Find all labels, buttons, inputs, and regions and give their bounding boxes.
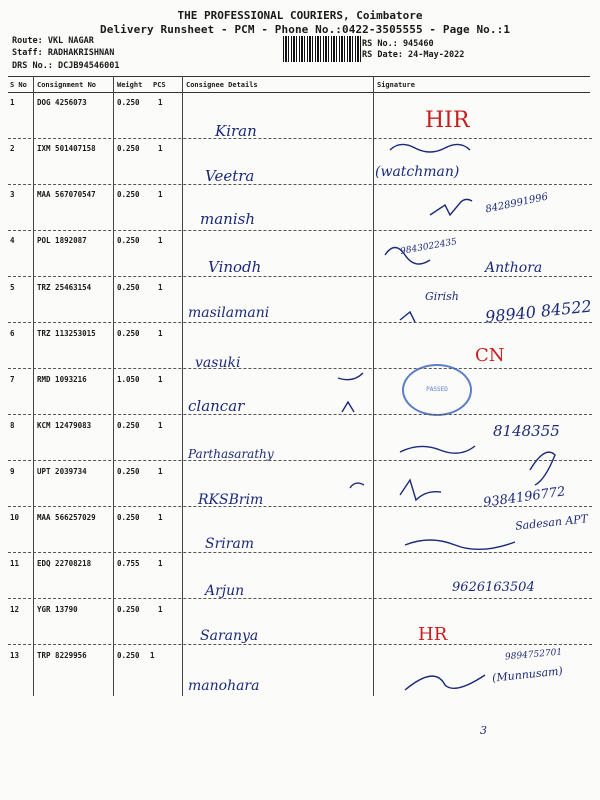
drs-label: DRS No.: DCJB94546001 bbox=[12, 61, 120, 71]
row-consignee: Sriram bbox=[205, 536, 255, 552]
row-weight: 0.250 bbox=[117, 605, 140, 614]
row-consignee: Parthasarathy bbox=[188, 447, 274, 461]
row-consignment: IXM 501407158 bbox=[37, 144, 96, 153]
row-signature: Anthora bbox=[485, 260, 543, 276]
row-sno: 5 bbox=[10, 283, 15, 292]
row-pcs: 1 bbox=[158, 144, 163, 153]
company-title: THE PROFESSIONAL COURIERS, Coimbatore bbox=[177, 9, 423, 22]
row-consignment: POL 1892087 bbox=[37, 236, 87, 245]
runsheet-subtitle: Delivery Runsheet - PCM - Phone No.:0422-3505555 - Page No.:1 bbox=[100, 23, 511, 36]
row-consignee: RKSBrim bbox=[198, 492, 264, 508]
row-signature: 9384196772 bbox=[482, 484, 567, 511]
row-sno: 6 bbox=[10, 329, 15, 338]
row-consignment: KCM 12479083 bbox=[37, 421, 92, 430]
row-sno: 1 bbox=[10, 98, 15, 107]
row-signature: 98940 84522 bbox=[484, 296, 593, 327]
row-consignment: TRP 8229956 bbox=[37, 651, 87, 660]
row-pcs: 1 bbox=[158, 236, 163, 245]
row-consignee: manish bbox=[200, 210, 255, 228]
row-consignee: manohara bbox=[188, 678, 260, 694]
row-pcs: 1 bbox=[150, 651, 155, 660]
signature-stroke bbox=[530, 452, 555, 485]
row-pcs: 1 bbox=[158, 329, 163, 338]
row-consignee: clancar bbox=[188, 397, 245, 415]
row-consignment: TRZ 25463154 bbox=[37, 283, 92, 292]
row-sno: 9 bbox=[10, 467, 15, 476]
row-pcs: 1 bbox=[158, 421, 163, 430]
signature-stroke bbox=[385, 248, 430, 265]
row-name: Girish bbox=[425, 290, 459, 303]
signature-stroke bbox=[390, 144, 470, 152]
row-weight: 0.250 bbox=[117, 651, 140, 660]
signature-stroke bbox=[405, 675, 485, 690]
row-signature: 9626163504 bbox=[452, 580, 535, 595]
signature-stroke bbox=[430, 199, 472, 215]
row-weight: 0.250 bbox=[117, 236, 140, 245]
row-signature: 8428991996 bbox=[484, 191, 550, 216]
row-signature: CN bbox=[475, 345, 505, 366]
row-consignment: EDQ 22708218 bbox=[37, 559, 92, 568]
row-consignment: TRZ 113253015 bbox=[37, 329, 96, 338]
row-weight: 0.250 bbox=[117, 283, 140, 292]
row-signature: (Munnusam) bbox=[491, 664, 564, 685]
row-consignment: RMD 1093216 bbox=[37, 375, 87, 384]
row-sno: 13 bbox=[10, 651, 20, 660]
row-signature: Sadesan APT bbox=[514, 512, 589, 533]
page-mark: 3 bbox=[480, 724, 487, 737]
header-weight: Weight bbox=[117, 81, 143, 89]
row-sno: 2 bbox=[10, 144, 15, 153]
route-label: Route: VKL NAGAR bbox=[12, 36, 94, 46]
row-sno: 8 bbox=[10, 421, 15, 430]
signature-stroke bbox=[338, 373, 363, 380]
row-consignment: DOG 4256073 bbox=[37, 98, 87, 107]
row-pcs: 1 bbox=[158, 559, 163, 568]
row-weight: 0.250 bbox=[117, 421, 140, 430]
rs-number: RS No.: 945460 bbox=[362, 39, 434, 49]
row-weight: 1.050 bbox=[117, 375, 140, 384]
row-consignee: Arjun bbox=[205, 583, 245, 599]
row-sno: 7 bbox=[10, 375, 15, 384]
row-weight: 0.250 bbox=[117, 144, 140, 153]
row-pcs: 1 bbox=[158, 605, 163, 614]
header-consignee: Consignee Details bbox=[186, 81, 258, 89]
row-signature: (watchman) bbox=[375, 164, 460, 180]
signature-stroke bbox=[342, 402, 354, 412]
header-consignment: Consignment No bbox=[37, 81, 97, 89]
delivery-stamp: PASSED bbox=[402, 364, 472, 416]
row-weight: 0.250 bbox=[117, 190, 140, 199]
row-pcs: 1 bbox=[158, 190, 163, 199]
row-phone: 9894752701 bbox=[504, 647, 563, 663]
row-weight: 0.250 bbox=[117, 329, 140, 338]
row-consignment: UPT 2039734 bbox=[37, 467, 87, 476]
row-consignment: MAA 567070547 bbox=[37, 190, 96, 199]
row-signature: 8148355 bbox=[493, 422, 560, 440]
row-consignee: masilamani bbox=[188, 305, 270, 321]
row-sno: 12 bbox=[10, 605, 20, 614]
signature-stroke bbox=[350, 480, 441, 500]
row-consignment: MAA 566257029 bbox=[37, 513, 96, 522]
signature-stroke bbox=[400, 312, 415, 322]
row-sno: 3 bbox=[10, 190, 15, 199]
row-pcs: 1 bbox=[158, 283, 163, 292]
row-signature: HR bbox=[418, 624, 448, 645]
row-pcs: 1 bbox=[158, 513, 163, 522]
row-weight: 0.250 bbox=[117, 513, 140, 522]
row-sno: 11 bbox=[10, 559, 20, 568]
header-sno: S No bbox=[10, 81, 27, 89]
staff-label: Staff: RADHAKRISHNAN bbox=[12, 48, 115, 58]
row-weight: 0.250 bbox=[117, 98, 140, 107]
rs-date: RS Date: 24-May-2022 bbox=[362, 50, 465, 60]
row-consignee: vasuki bbox=[195, 355, 241, 371]
row-consignment: YGR 13790 bbox=[37, 605, 78, 614]
row-signature: HIR bbox=[425, 108, 470, 133]
signature-stroke bbox=[405, 540, 515, 549]
row-weight: 0.755 bbox=[117, 559, 140, 568]
row-consignee: Veetra bbox=[205, 167, 255, 185]
row-sno: 10 bbox=[10, 513, 20, 522]
row-consignee: Kiran bbox=[215, 122, 257, 140]
header-pcs: PCS bbox=[153, 81, 166, 89]
row-pcs: 1 bbox=[158, 375, 163, 384]
row-pcs: 1 bbox=[158, 467, 163, 476]
row-phone: 9843022435 bbox=[399, 237, 458, 257]
header-signature: Signature bbox=[377, 81, 415, 89]
row-consignee: Vinodh bbox=[208, 258, 262, 276]
row-pcs: 1 bbox=[158, 98, 163, 107]
row-weight: 0.250 bbox=[117, 467, 140, 476]
row-consignee: Saranya bbox=[200, 628, 259, 644]
signature-stroke bbox=[400, 446, 475, 453]
row-sno: 4 bbox=[10, 236, 15, 245]
